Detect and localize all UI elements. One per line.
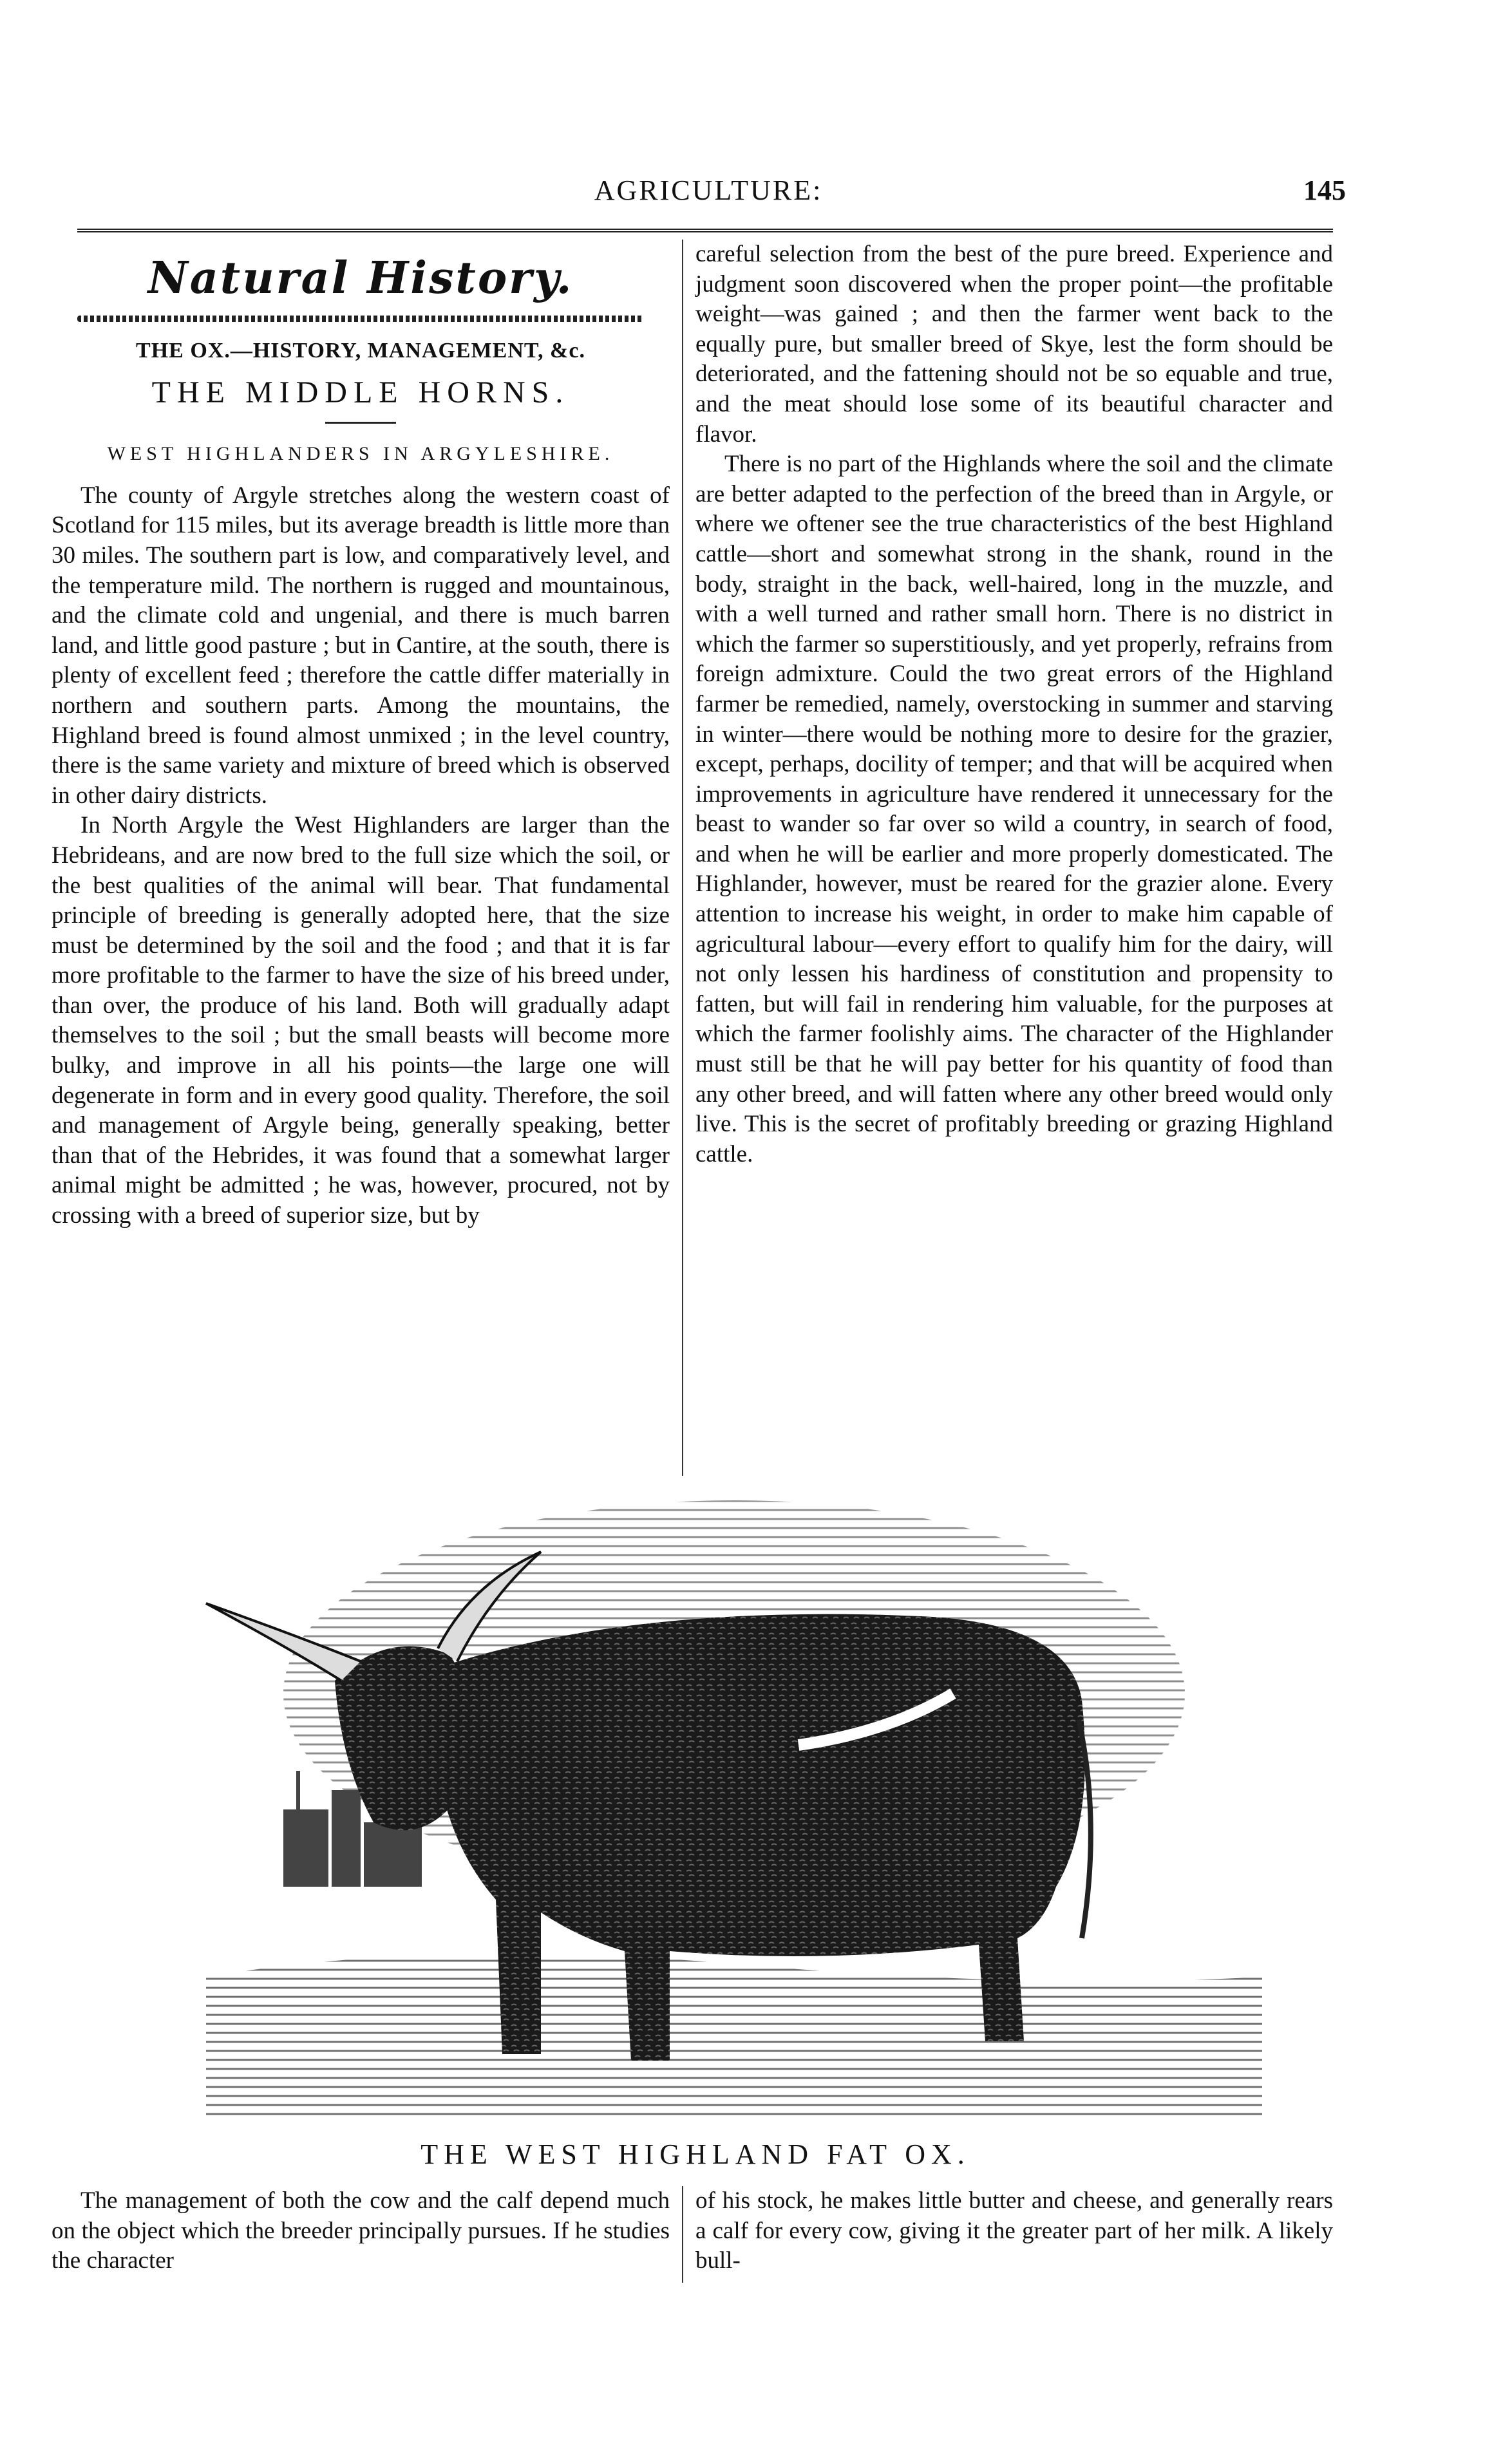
bottom-column-divider [682, 2186, 683, 2283]
ox-engraving [180, 1487, 1288, 2131]
running-title: AGRICULTURE: [594, 175, 823, 206]
running-head [71, 174, 1346, 219]
paragraph: The management of both the cow and the calf depend much on the object which the breeder principally pursues. If he studies the character [52, 2187, 670, 2274]
bottom-left-column [52, 2186, 670, 2276]
section-title: Natural History. [147, 252, 574, 304]
paragraph: careful selection from the best of the pure breed. Experience and judgment soon discovered when the proper point—the profitable weight—was gained ; and then the farmer went back to the equally pure, but smaller breed of Skye, lest the form should be deteriorated, and the fattening should not be so equable and true, and the meat should lose some of its beautiful character and flavor. [695, 241, 1333, 448]
left-column [52, 240, 670, 1231]
paragraph: There is no part of the Highlands where the soil and the climate are better adapted to the perfection of the breed than in Argyle, or where we oftener see the true characteristics of the best Highland cattle—short and somewhat strong in the shank, round in the body, straight in the back, well-haired, long in the muzzle, and with a well turned and rather small horn. There is no district in which the farmer so superstitiously, and yet properly, refrains from foreign admixture. Could the two great errors of the Highland farmer be remedied, namely, overstocking in summer and starving in winter—there would be nothing more to desire for the grazier, except, perhaps, docility of temper; and that will be acquired when improvements in agriculture have rendered it unnecessary for the beast to wander so far over so wild a country, in search of food, and when he will be earlier and more properly domesticated. The Highlander, however, must be reared for the grazier alone. Every attention to increase his weight, in order to make him capable of agricultural labour—every effort to qualify him for the dairy, will not only lessen his hardiness of constitution and propensity to fatten, but will fail in rendering him valuable, for the purposes at which the farmer foolishly aims. The character of the Highlander must still be that he will pay better for his quantity of food than any other breed, and will fatten where any other breed would only live. This is the secret of profitably breeding or grazing Highland cattle. [695, 451, 1333, 1167]
ornamental-rule [77, 316, 644, 322]
column-divider [682, 240, 683, 1476]
paragraph: of his stock, he makes little butter and cheese, and generally rears a calf for every cow, giving it the greater part of her milk. A likely bull- [695, 2187, 1333, 2274]
short-rule [325, 422, 396, 424]
figure-caption: THE WEST HIGHLAND FAT OX. [421, 2138, 970, 2170]
bottom-right-column [695, 2186, 1333, 2276]
header-rule [77, 229, 1333, 232]
article-subhead: THE OX.—HISTORY, MANAGEMENT, &c. [136, 339, 585, 363]
ground-hatching [206, 1954, 1262, 2119]
region-head: WEST HIGHLANDERS IN ARGYLESHIRE. [107, 443, 614, 465]
paragraph: The county of Argyle stretches along the western coast of Scotland for 115 miles, but its average breadth is little more than 30 miles. The southern part is low, and comparatively level, and the temperature mild. The northern is rugged and mountainous, and the climate cold and ungenial, and there is much barren land, and little good pasture ; but in Cantire, at the south, there is plenty of excellent feed ; therefore the cattle differ materially in northern and southern parts. Among the mountains, the Highland breed is found almost unmixed ; in the level country, there is the same variety and mixture of breed which is observed in other dairy districts. [52, 482, 670, 809]
right-column [695, 240, 1333, 1169]
article-title: THE MIDDLE HORNS. [151, 375, 570, 410]
page-number: 145 [1303, 175, 1346, 206]
ox-illustration-svg [180, 1487, 1288, 2131]
paragraph: In North Argyle the West Highlanders are larger than the Hebrideans, and are now bred to the full size which the soil, or the best qualities of the animal will bear. That fundamental principle of breeding is generally adopted here, that the size must be determined by the soil and the food ; and that it is far more profitable to the farmer to have the size of his breed under, than over, the produce of his land. Both will gradually adapt themselves to the soil ; but the small beasts will become more bulky, and improve in all his points—the large one will degenerate in form and in every good quality. Therefore, the soil and management of Argyle being, generally speaking, better than that of the Hebrides, it was found that a somewhat larger animal might be admitted ; he was, however, procured, not by crossing with a breed of superior size, but by [52, 812, 670, 1229]
